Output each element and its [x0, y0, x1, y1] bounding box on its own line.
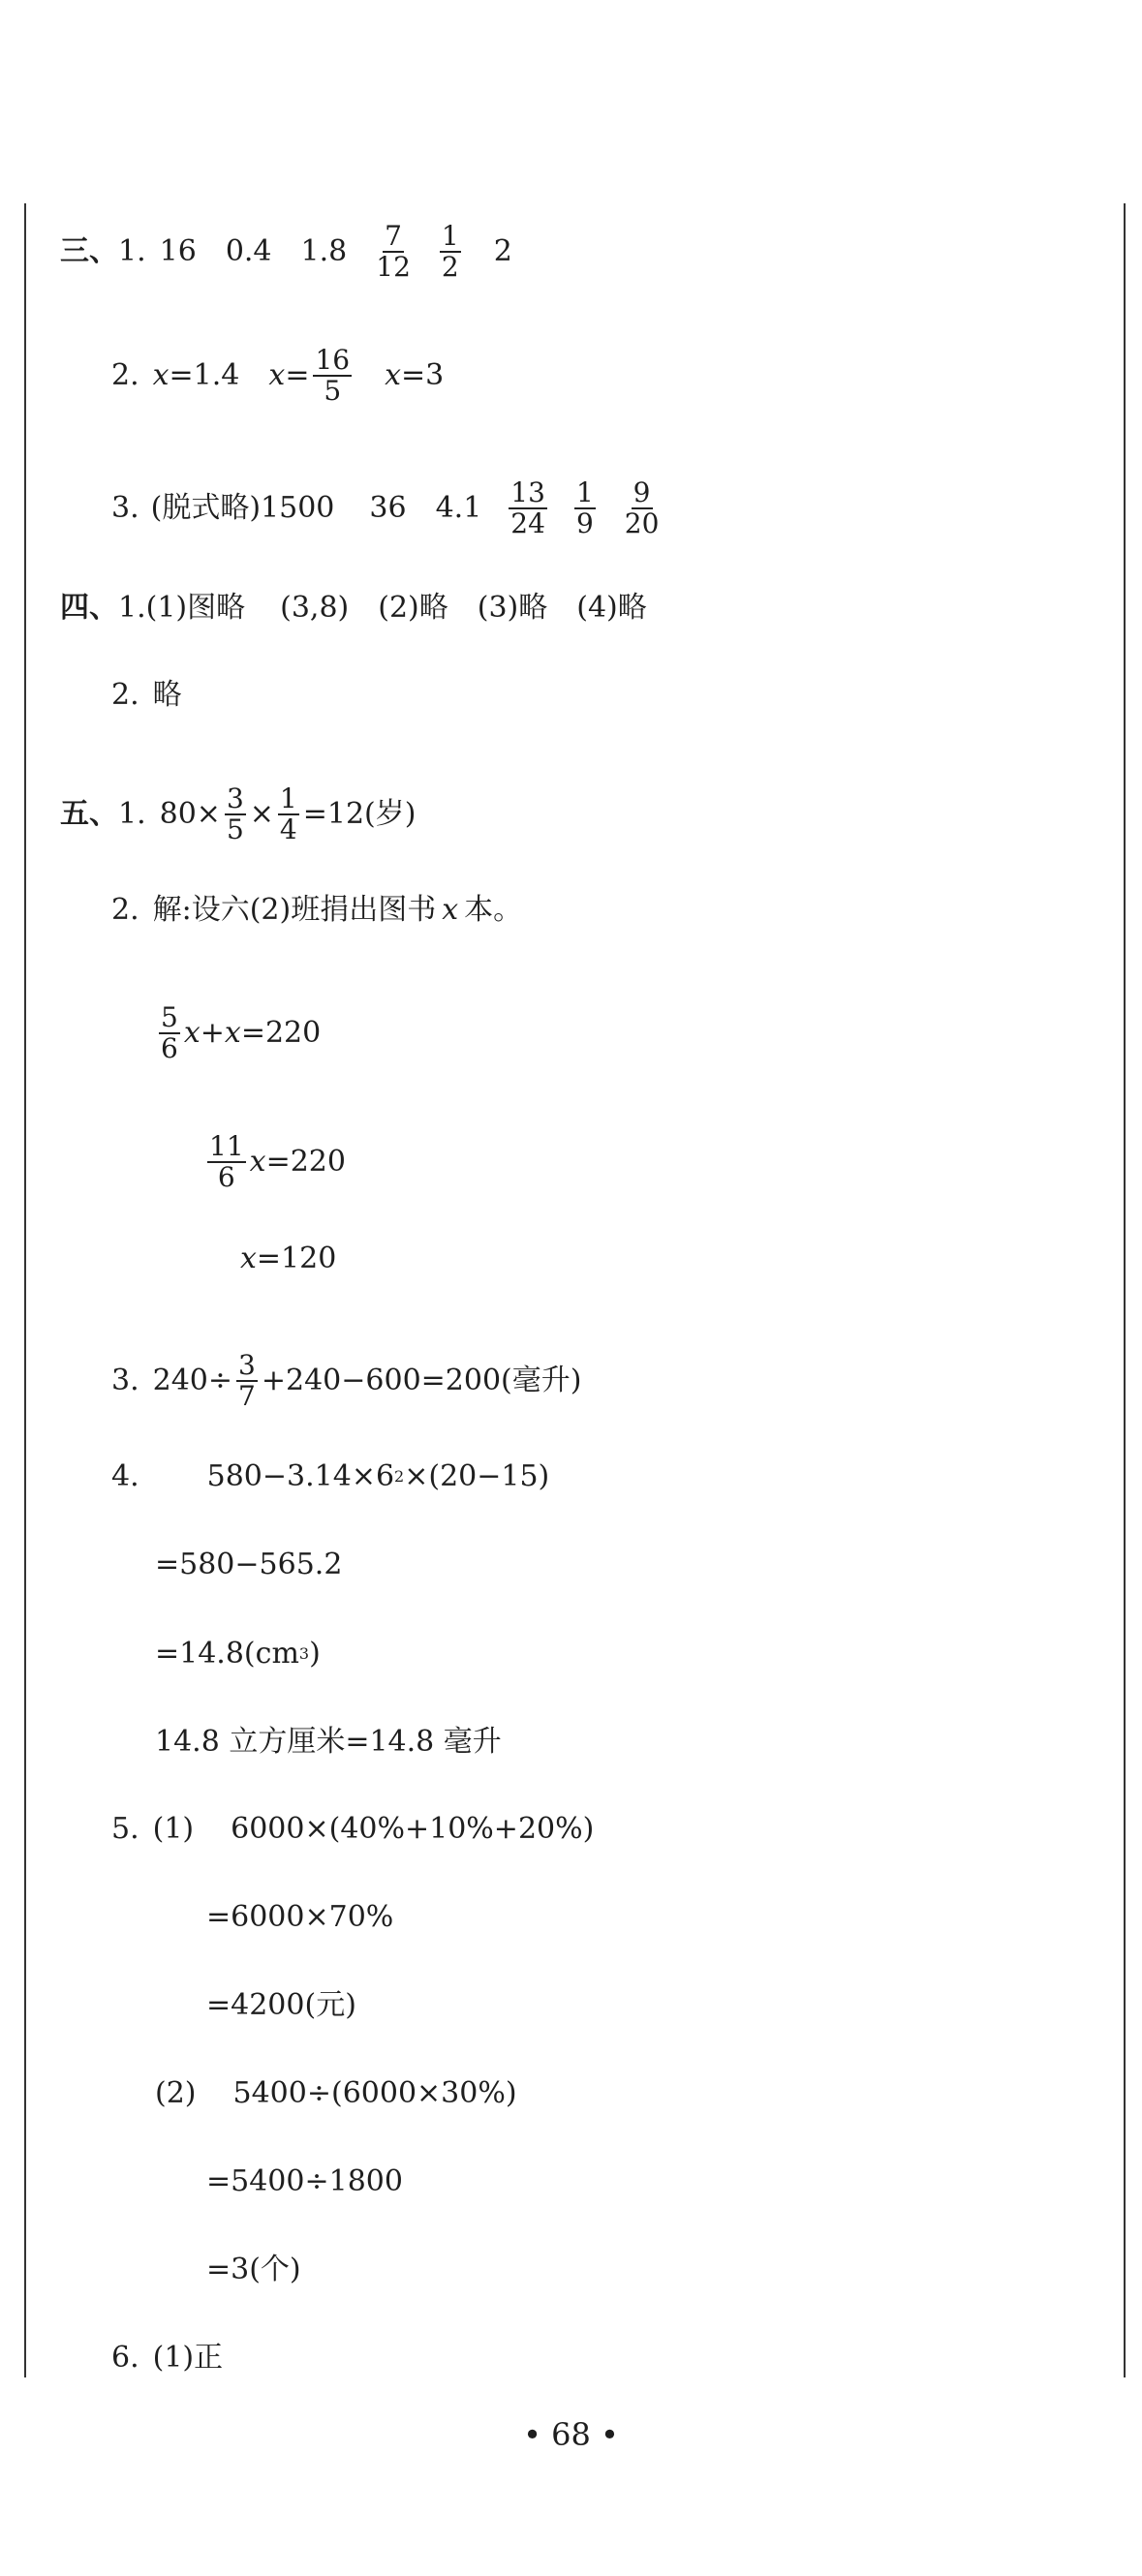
s4-q1-row: 四、 1. (1)图略 (3,8) (2)略 (3)略 (4)略	[60, 591, 647, 625]
q-label: 3.	[111, 491, 139, 525]
left-margin-rule	[24, 203, 26, 2377]
answer-value: 16	[159, 234, 197, 268]
s5-q5-p1-line2: =6000×70%	[206, 1900, 394, 1934]
s3-q2-row: 2. x =1.4 x = $\frac{16}{5}$ x =3	[111, 344, 445, 407]
s5-q5-p2-row: (2) 5400÷(6000×30%)	[155, 2076, 517, 2110]
s3-q1-row	[60, 222, 512, 282]
q-label: 4.	[111, 1459, 139, 1493]
fraction: $\frac{11}{6}$	[209, 1130, 244, 1193]
s5-q4-line2: =580−565.2	[155, 1548, 343, 1581]
s4-q2-row: 2. 略	[111, 678, 182, 712]
s5-q2-eq1: $\frac{5}{6}$ x + x =220	[161, 1001, 322, 1064]
s5-q5-p2-line2: =5400÷1800	[206, 2164, 403, 2198]
fraction: $\frac{3}{5}$	[226, 782, 244, 845]
answer-value: 2	[493, 234, 512, 268]
right-margin-rule	[1124, 203, 1126, 2377]
q-label: 3.	[111, 1364, 139, 1397]
fraction: $\frac{1}{4}$	[279, 782, 297, 845]
fraction: $\frac{9}{20}$	[624, 476, 660, 539]
s5-q2-eq3: x =120	[240, 1242, 337, 1275]
answer-value: 1.8	[300, 234, 348, 268]
answer-value: 0.4	[225, 234, 272, 268]
s5-q5-row: 5. (1) 6000×(40%+10%+20%)	[111, 1812, 595, 1846]
s5-q2-eq2: $\frac{11}{6}$ x =220	[209, 1130, 346, 1193]
s5-q1-row: 五、 1. 80× $\frac{3}{5}$ × $\frac{1}{4}$ =12(岁)	[60, 782, 417, 845]
s5-q2-row: 2. 解:设六(2)班捐出图书 x 本。	[111, 893, 523, 927]
q-label: 1.	[118, 797, 146, 831]
fraction: $\frac{16}{5}$	[315, 344, 351, 407]
q-label: 2.	[111, 358, 139, 392]
fraction: $\frac{7}{12}$	[376, 220, 411, 283]
q-label: 6.	[111, 2341, 139, 2375]
s5-q4-line3: =14.8(cm 3 )	[155, 1637, 321, 1671]
section-marker-4: 四、	[60, 591, 118, 625]
fraction: $\frac{3}{7}$	[238, 1349, 256, 1412]
s5-q3-row: 3. 240÷ $\frac{3}{7}$ +240−600=200(毫升)	[111, 1349, 582, 1412]
q-label: 2.	[111, 893, 139, 927]
s5-q6-row: 6. (1)正	[111, 2341, 224, 2375]
fraction: $\frac{13}{24}$	[510, 476, 545, 539]
q-label: 1.	[118, 591, 146, 625]
s5-q4-line4: 14.8 立方厘米=14.8 毫升	[155, 1725, 502, 1759]
q-label: 1.	[118, 234, 146, 268]
page-number: • 68 •	[523, 2416, 619, 2453]
q-label: 2.	[111, 678, 139, 712]
s5-q5-p2-line3: =3(个)	[206, 2253, 301, 2286]
q-label: 5.	[111, 1812, 139, 1846]
s5-q4-row: 4. 580−3.14×6 2 ×(20−15)	[111, 1459, 550, 1493]
section-marker-5: 五、	[60, 797, 118, 831]
fraction: $\frac{1}{9}$	[575, 476, 594, 539]
s5-q5-p1-line3: =4200(元)	[206, 1988, 356, 2022]
s3-q3-row: 3. (脱式略)1500 36 4.1 $\frac{13}{24}$ $\frac{1}{9}$ $\frac{9}{20}$	[111, 476, 660, 539]
fraction: $\frac{1}{2}$	[441, 220, 459, 283]
section-marker-3: 三、	[60, 234, 118, 268]
fraction: $\frac{5}{6}$	[161, 1001, 178, 1064]
